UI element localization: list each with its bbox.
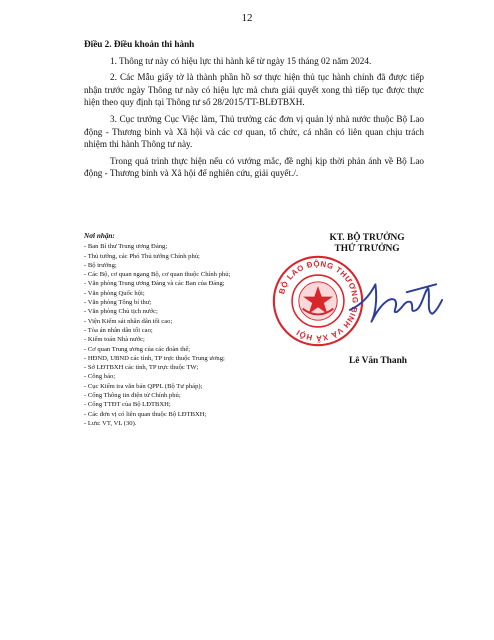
seal-text: BỘ LAO ĐỘNG THƯƠNG BINH VÀ XÃ HỘI — [277, 259, 360, 343]
recipient-item: - Văn phòng Quốc hội; — [84, 289, 145, 297]
paragraph-3: 3. Cục trưởng Cục Việc làm, Thủ trưởng các đơn vị quản lý nhà nước thuộc Bộ Lao động - Thương binh và Xã hội và các cơ quan, tổ chức, cá nhân có liên quan chịu trách nhiệm thi hành Thông tư này. — [84, 113, 424, 150]
recipients-heading: Nơi nhận: — [84, 232, 115, 240]
document-body — [84, 38, 424, 184]
recipient-item: - Bộ trưởng; — [84, 261, 117, 269]
recipient-item: - Văn phòng Chủ tịch nước; — [84, 308, 158, 316]
recipient-item: - Sở LĐTBXH các tỉnh, TP trực thuộc TW; — [84, 364, 199, 372]
recipient-item: - Tòa án nhân dân tối cao; — [84, 326, 153, 334]
page-number: 12 — [241, 12, 253, 24]
recipient-item: - Cổng Thông tin điện tử Chính phủ; — [84, 392, 181, 400]
recipient-item: - Lưu: VT, VL (30). — [84, 419, 137, 427]
handwritten-signature — [346, 270, 444, 334]
recipient-item: - Ban Bí thư Trung ương Đảng; — [84, 243, 168, 251]
recipient-item: - Văn phòng Tổng bí thư; — [84, 299, 152, 307]
paragraph-1: 1. Thông tư này có hiệu lực thi hành kể từ ngày 15 tháng 02 năm 2024. — [110, 55, 372, 66]
recipient-item: - Các đơn vị có liên quan thuộc Bộ LĐTBXH; — [84, 410, 207, 418]
recipients-list — [84, 232, 284, 428]
recipient-item: - Cổng TTĐT của Bộ LĐTBXH; — [84, 401, 171, 409]
recipient-item: - HĐND, UBND các tỉnh, TP trực thuộc Trung ương; — [84, 354, 225, 362]
signature-subtitle: THỨ TRƯỞNG — [334, 244, 400, 254]
signature-title: KT. BỘ TRƯỞNG — [329, 233, 405, 243]
recipient-item: - Văn phòng Trung ương Đảng và các Ban của Đảng; — [84, 280, 225, 288]
article-heading: Điều 2. Điều khoản thi hành — [84, 39, 195, 49]
recipient-item: - Cơ quan Trung ương của các đoàn thể; — [84, 345, 191, 353]
recipients-items — [84, 242, 284, 428]
recipient-item: - Kiểm toán Nhà nước; — [84, 336, 145, 344]
paragraph-4: Trong quá trình thực hiện nếu có vướng mắc, đề nghị kịp thời phản ánh về Bộ Lao động - Thương binh và Xã hội để nghiên cứu, giải quyết./. — [84, 155, 424, 179]
recipient-item: - Các Bộ, cơ quan ngang Bộ, cơ quan thuộc Chính phủ; — [84, 271, 231, 279]
signer-name: Lê Văn Thanh — [348, 356, 408, 366]
recipient-item: - Viện Kiểm sát nhân dân tối cao; — [84, 317, 173, 325]
recipient-item: - Thủ tướng, các Phó Thủ tướng Chính phủ; — [84, 252, 200, 260]
recipient-item: - Công báo; — [84, 373, 116, 381]
recipient-item: - Cục Kiểm tra văn bản QPPL (Bộ Tư pháp); — [84, 382, 203, 390]
paragraph-2: 2. Các Mẫu giấy tờ là thành phần hồ sơ thực hiện thủ tục hành chính đã được tiếp nhận trước ngày Thông tư này có hiệu lực mà chưa giải quyết xong thì tiếp tục được thực hiện theo quy định tại Thông tư số 28/2015/TT-BLĐTBXH. — [84, 72, 424, 108]
